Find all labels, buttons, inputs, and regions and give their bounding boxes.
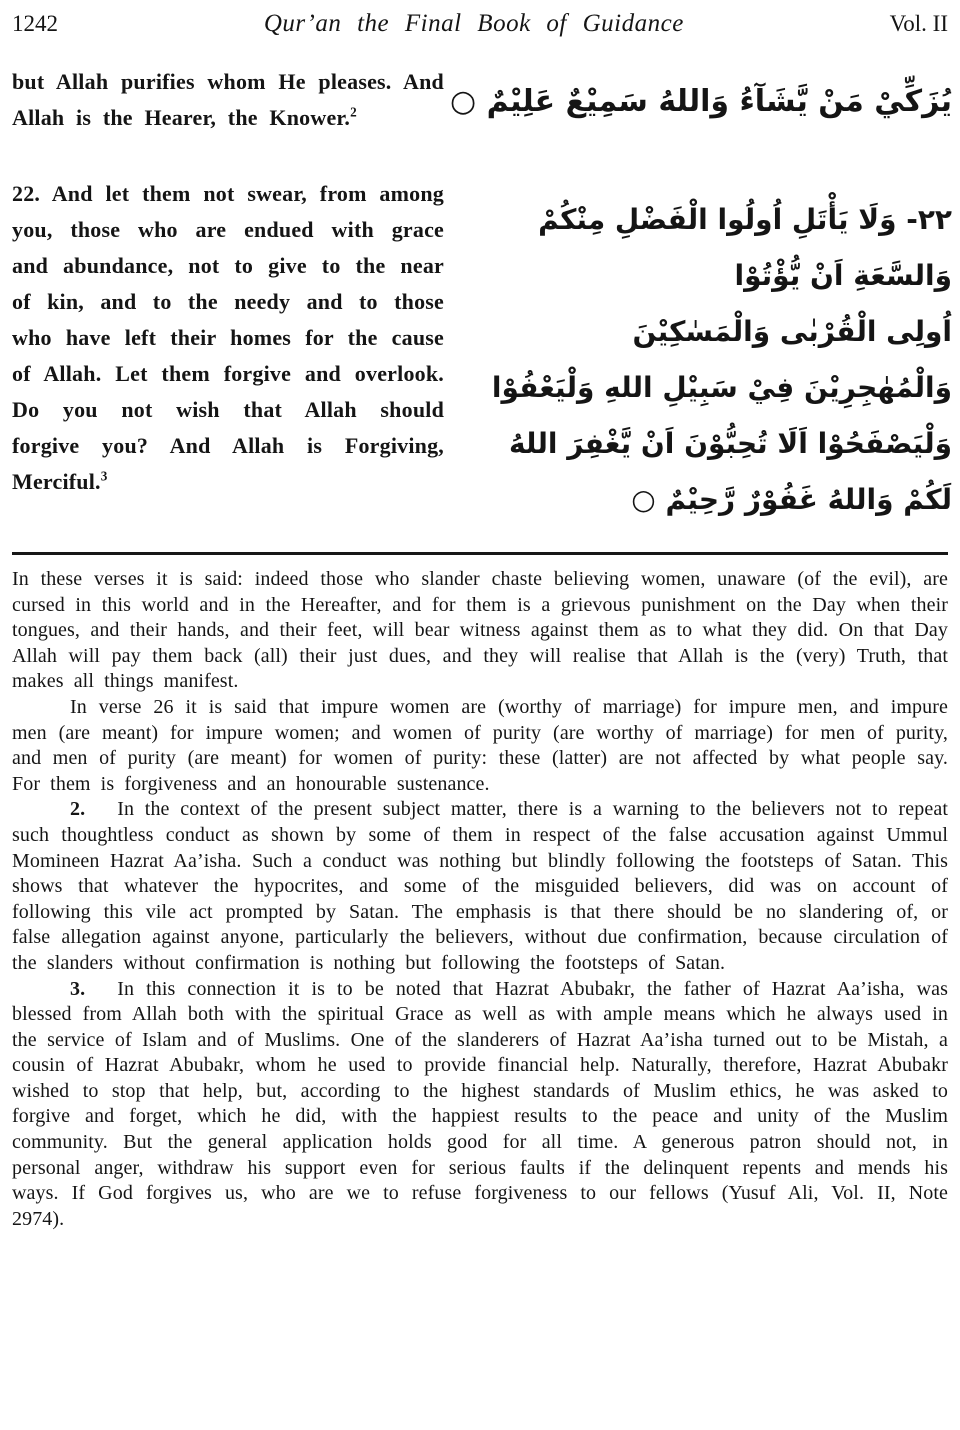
- translation-column: [12, 64, 444, 528]
- commentary-text: In the context of the present subject matter, there is a warning to the believers not to repeat such thoughtless conduct as shown by some of them in respect of the false accusation against Ummul Momineen Hazrat Aa’isha. Such a conduct was nothing but blindly following the footsteps of Satan. This shows that whatever the hypocrites, and some of the misguided believers, did was on account of following this vile act prompted by Satan. The emphasis is that there should be no slandering of, or false allegation against anyone, particularly the believers, without due confirmation, because circulation of the slanders without confirmation is nothing but following the footsteps of Satan.: [12, 798, 948, 974]
- arabic-line: اُولِى الْقُرْبٰى وَالْمَسٰكِيْنَ: [632, 315, 953, 348]
- page-number: 1242: [12, 11, 58, 36]
- arabic-line: وَلْيَصْفَحُوْا اَلَا تُحِبُّوْنَ اَنْ يَّغْفِرَ اللهُ: [508, 427, 953, 460]
- arabic-line: وَالسَّعَةِ اَنْ يُّؤْتُوْا: [734, 259, 953, 292]
- page-header: [12, 6, 948, 38]
- volume-label: Vol. II: [889, 11, 948, 36]
- verse-21-translation: [12, 64, 444, 136]
- commentary-paragraph: [12, 797, 948, 976]
- arabic-verse-22: [450, 192, 952, 528]
- footnote-divider: [12, 552, 948, 555]
- commentary-text: In verse 26 it is said that impure women are (worthy of marriage) for impure men, and impure men (are meant) for impure women; and women of purity (are worthy of marriage) for men of purity, and men of purity (are meant) for women of purity: these (latter) are not affected by what people say. For them is forgiveness and an honourable sustenance.: [12, 695, 948, 795]
- commentary-text: In this connection it is to be noted that Hazrat Abubakr, the father of Hazrat Aa’isha, was blessed from Allah both with the spiritual Grace as well as with ample means which he always used in the service of Islam and of Muslims. One of the slanderers of Hazrat Aa’isha turned out to be Mistah, a cousin of Hazrat Abubakr, whom he used to provide financial help. Naturally, therefore, Hazrat Abubakr wished to stop that help, but, according to the highest standards of Muslim ethics, he was asked to forgive and forget, which he did, with the happiest results to the peace and unity of the Muslim community. But the general application holds good for all time. A generous patron should not, in personal anger, withdraw his support even for serious faults if the delinquent repents and mends his ways. If God forgives us, who are we to refuse forgiveness to our fellows (Yusuf Ali, Vol. II, Note 2974).: [12, 977, 948, 1230]
- arabic-line: وَالْمُهٰجِرِيْنَ فِيْ سَبِيْلِ اللهِ وَلْيَعْفُوْا: [491, 371, 953, 404]
- footnote-ref-2: 2: [350, 104, 357, 120]
- commentary-section: [12, 567, 948, 1232]
- arabic-line: ٢٢- وَلَا يَأْتَلِ اُولُوا الْفَضْلِ مِنْكُمْ: [538, 203, 953, 236]
- verses-section: [12, 64, 953, 528]
- footnote-number: 3.: [70, 977, 86, 1000]
- commentary-text: In these verses it is said: indeed those who slander chaste believing women, unaware (of the evil), are cursed in this world and in the Hereafter, and for them is a grievous punishment on the Day when their tongues, and their hands, and their feet, will bear witness against them as to what they did. On that Day Allah will pay them back (all) their just dues, and they will realise that Allah is the (very) Truth, that makes all things manifest.: [12, 568, 948, 693]
- commentary-paragraph: [12, 695, 948, 797]
- arabic-line: يُزَكِّيْ مَنْ يَّشَآءُ وَاللهُ سَمِيْعٌ عَلِيْمٌ ○: [450, 84, 953, 119]
- footnote-ref-3: 3: [100, 468, 108, 484]
- verse-22-text: 22. And let them not swear, from among you, those who are endued with grace and abundance, not to give to the near of kin, and to the needy and to those who have left their homes for the cause of Allah. Let them forgive and overlook. Do you not wish that Allah should forgive you? And Allah is Forgiving, Merciful.: [12, 181, 444, 494]
- arabic-verse-21: [450, 74, 952, 130]
- footnote-number: 2.: [70, 798, 86, 821]
- commentary-paragraph: [12, 977, 948, 1233]
- commentary-paragraph: [12, 567, 948, 695]
- arabic-column: [444, 64, 956, 528]
- arabic-line: لَكُمْ وَاللهُ غَفُوْرٌ رَّحِيْمٌ ○: [631, 483, 953, 516]
- book-title: Qur’an the Final Book of Guidance: [263, 10, 684, 37]
- verse-22-translation: [12, 176, 444, 500]
- verse-21-text: but Allah purifies whom He pleases. And Allah is the Hearer, the Knower.: [12, 69, 444, 130]
